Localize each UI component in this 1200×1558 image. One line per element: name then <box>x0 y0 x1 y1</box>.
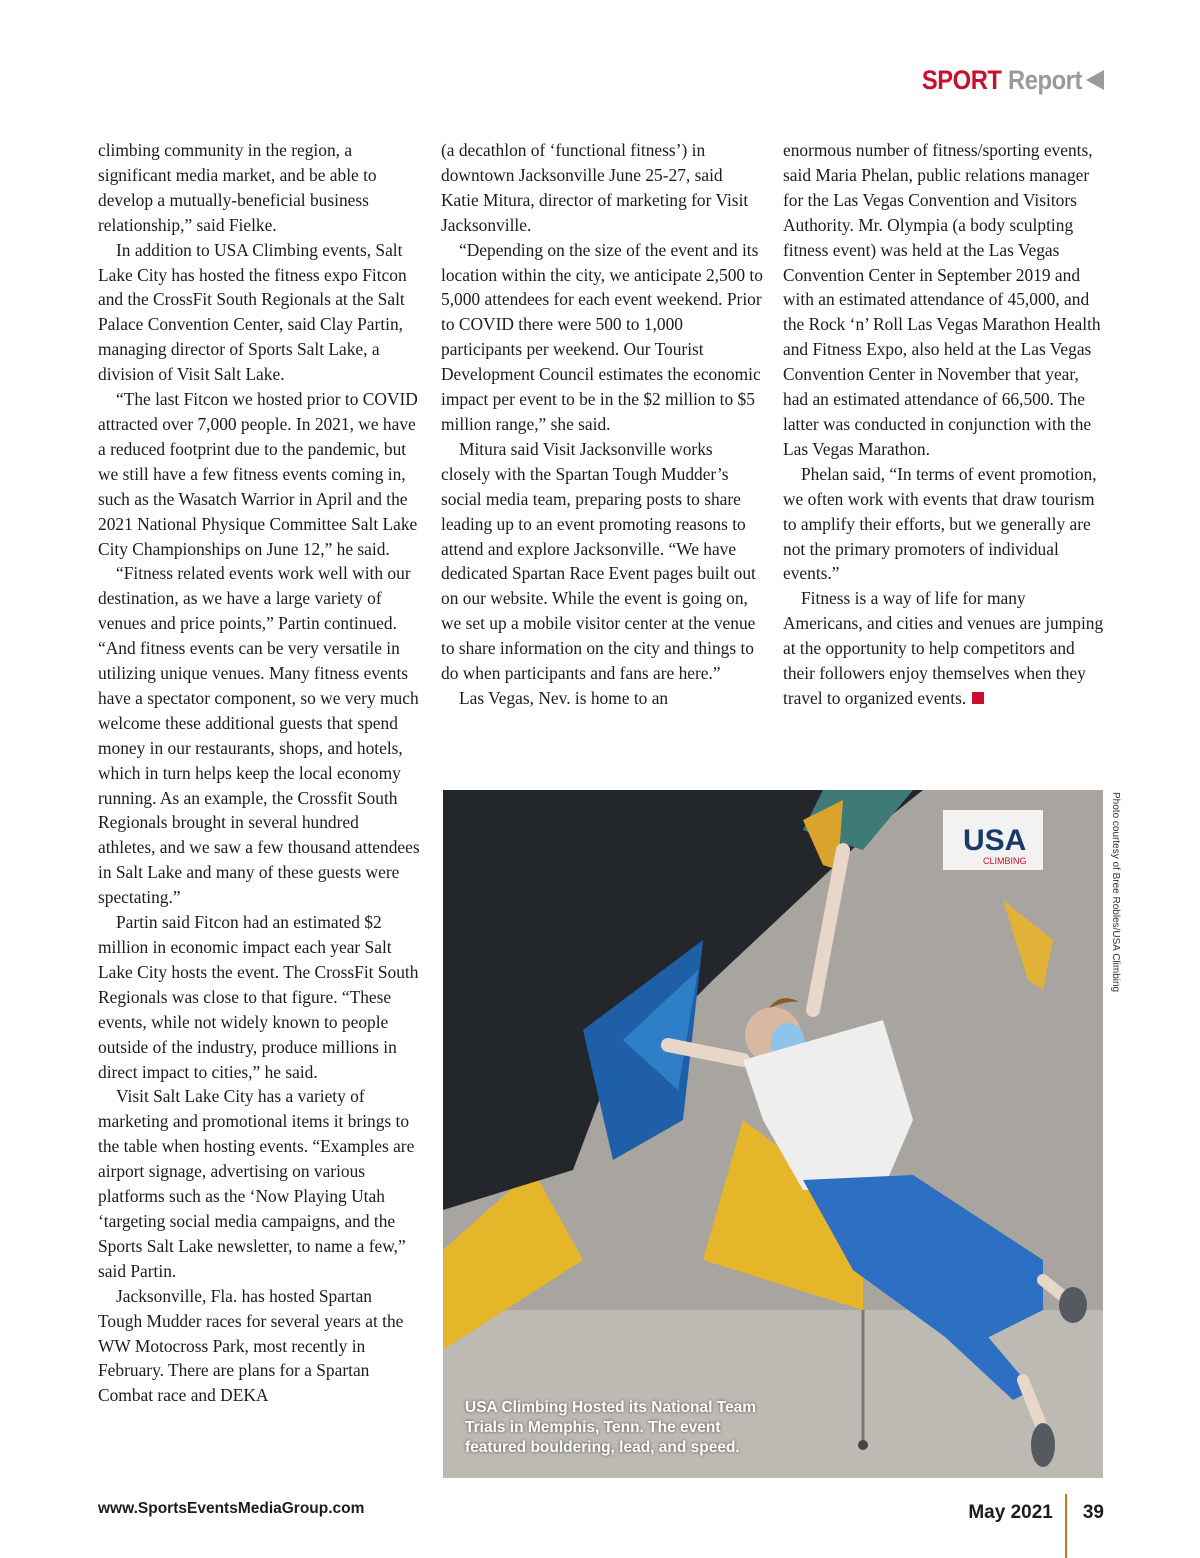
climbing-photo <box>443 790 1103 1478</box>
paragraph: In addition to USA Climbing events, Salt Lake City has hosted the fitness expo Fitcon and the CrossFit South Regionals at the Salt Palace Convention Center, said Clay Partin, managing director of Sports Salt Lake, a division of Visit Salt Lake. <box>98 239 407 385</box>
climbing-illustration <box>443 790 1103 1478</box>
paragraph: Phelan said, “In terms of event promotion, we often work with events that draw tourism to amplify their efforts, but we generally are not the primary promoters of individual events.” <box>783 463 1097 584</box>
paragraph: (a decathlon of ‘functional fitness’) in downtown Jacksonville June 25-27, said Katie Mitura, director of marketing for Visit Jacksonville. <box>441 140 749 235</box>
photo-credit: Photo courtesy of Bree Robles/USA Climbing <box>1110 792 1121 993</box>
paragraph: climbing community in the region, a significant media market, and be able to develop a mutually-beneficial business relationship,” said Fielke. <box>98 140 377 235</box>
footer-url[interactable]: www.SportsEventsMediaGroup.com <box>98 1500 365 1517</box>
article-column-3 <box>783 138 1108 711</box>
paragraph: Partin said Fitcon had an estimated $2 million in economic impact each year Salt Lake City hosts the event. The CrossFit South Regionals was close to that figure. “These events, while not widely known to people outside of the industry, produce millions in direct impact to cities,” he said. <box>98 912 419 1082</box>
paragraph: “Depending on the size of the event and its location within the city, we anticipate 2,500 to 5,000 attendees for each event weekend. Prior to COVID there were 500 to 1,000 participants per weekend. Our Tourist Development Council estimates the economic impact per event to be in the $2 million to $5 million range,” she said. <box>441 239 763 434</box>
banner-text: USA <box>963 824 1027 857</box>
article-column-1 <box>98 138 420 1408</box>
paragraph: Mitura said Visit Jacksonville works closely with the Spartan Tough Mudder’s social media team, preparing posts to share leading up to an event promoting reasons to attend and explore Jacksonville. “We have dedicated Spartan Race Event pages built out on our website. While the event is going on, we set up a mobile visitor center at the venue to share information on the city and things to do when participants and fans are here.” <box>441 438 756 684</box>
paragraph-text: Fitness is a way of life for many Americans, and cities and venues are jumping at the opportunity to help competitors and their followers enjoy themselves when they travel to organized events. <box>783 588 1104 708</box>
banner-subtext: CLIMBING <box>983 856 1027 866</box>
paragraph: enormous number of fitness/sporting events, said Maria Phelan, public relations manager for the Las Vegas Convention and Visitors Authority. Mr. Olympia (a body sculpting fitness event) was held at the Las Vegas Convention Center in September 2019 and with an estimated attendance of 45,000, and the Rock ‘n’ Roll Las Vegas Marathon Health and Fitness Expo, also held at the Las Vegas Convention Center in November that year, had an estimated attendance of 66,500. The latter was conducted in conjunction with the Las Vegas Marathon. <box>783 140 1101 459</box>
paragraph: Las Vegas, Nev. is home to an <box>459 687 669 708</box>
paragraph: Visit Salt Lake City has a variety of marketing and promotional items it brings to the table when hosting events. “Examples are airport signage, advertising on various platforms such as the ‘Now Playing Utah ‘targeting social media campaigns, and the Sports Salt Lake newsletter, to name a few,” said Partin. <box>98 1086 415 1281</box>
photo-caption: USA Climbing Hosted its National Team Trials in Memphis, Tenn. The event featured bouldering, lead, and speed. <box>465 1399 757 1456</box>
footer-page-info <box>968 1494 1104 1558</box>
paragraph: “The last Fitcon we hosted prior to COVID attracted over 7,000 people. In 2021, we have a reduced footprint due to the pandemic, but we still have a few fitness events coming in, such as the Wasatch Warrior in April and the 2021 National Physique Committee Salt Lake City Championships on June 12,” he said. <box>98 389 418 559</box>
paragraph: “Fitness related events work well with our destination, as we have a large variety of venues and price points,” Partin continued. “And fitness events can be very versatile in utilizing unique venues. Many fitness events have a spectator component, so we very much welcome these additional guests that spend money in our restaurants, shops, and hotels, which in turn helps keep the local economy running. As an example, the Crossfit South Regionals brought in several hundred athletes, and we saw a few thousand attendees in Salt Lake and many of these guests were spectating.” <box>98 563 420 908</box>
triangle-left-icon <box>1086 70 1104 90</box>
section-title: SPORT <box>922 64 1002 95</box>
article-column-2 <box>441 138 763 711</box>
end-mark-icon <box>972 692 984 704</box>
page-number: 39 <box>1082 1502 1104 1523</box>
paragraph-last <box>783 586 1108 711</box>
section-header <box>911 60 1104 100</box>
paragraph: Jacksonville, Fla. has hosted Spartan Tough Mudder races for several years at the WW Motocross Park, most recently in February. There are plans for a Spartan Combat race and DEKA <box>98 1285 404 1406</box>
section-subtitle: Report <box>1008 64 1082 95</box>
issue-date: May 2021 <box>968 1502 1053 1523</box>
